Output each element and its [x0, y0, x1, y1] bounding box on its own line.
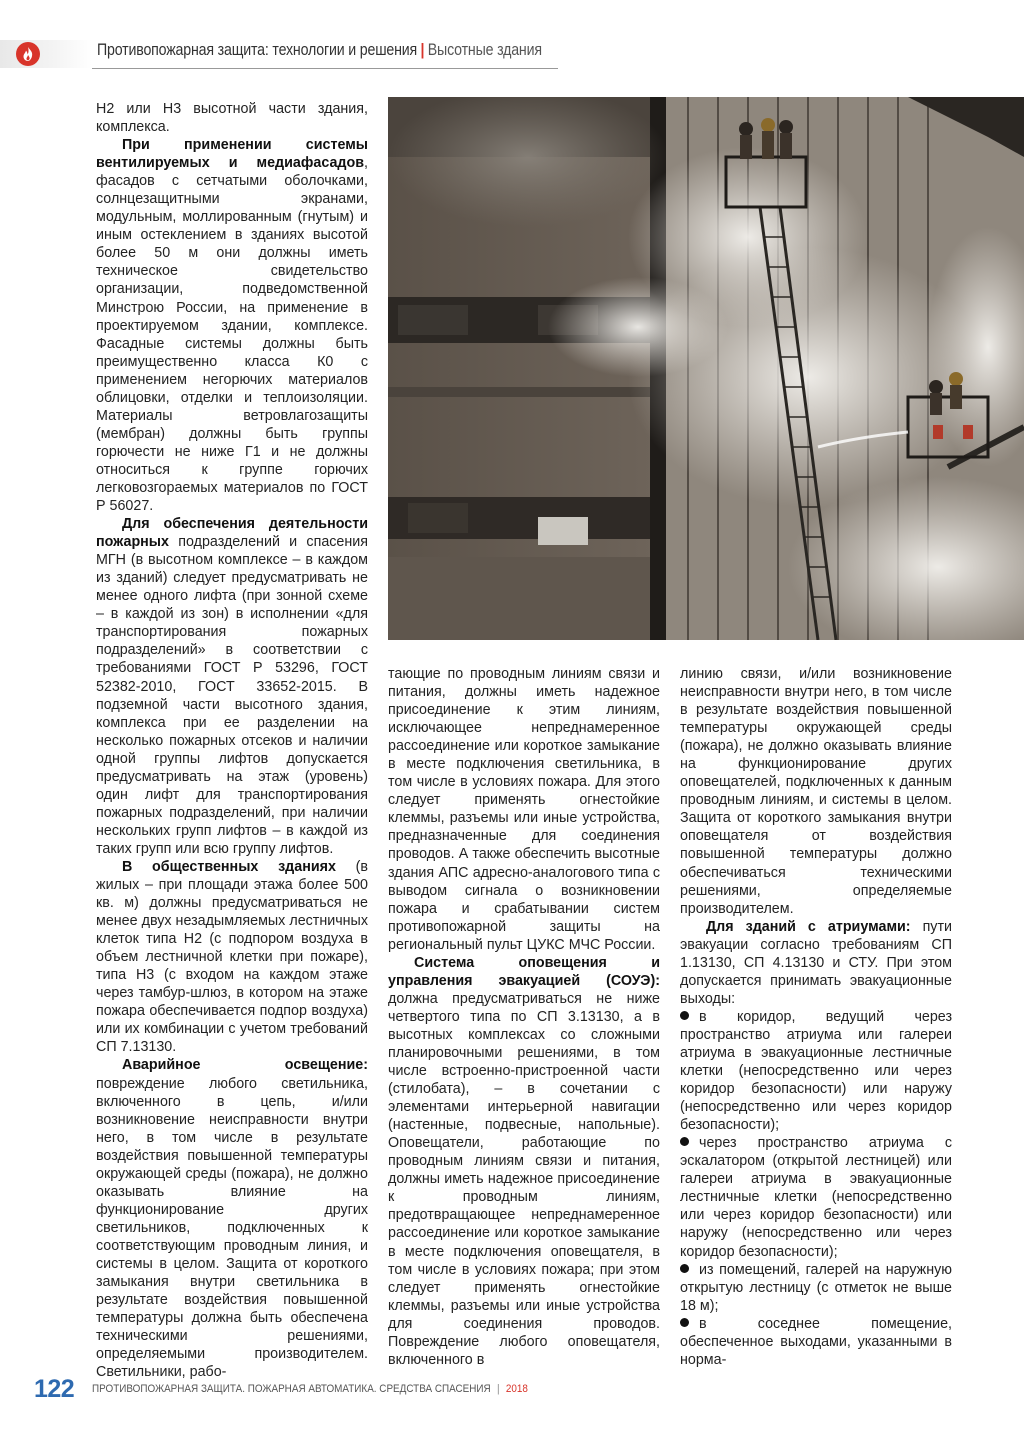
header-rule	[92, 68, 558, 69]
paragraph	[388, 954, 660, 1369]
paragraph-text: должна предусматриваться не ниже четвертого типа по СП 3.13130, а в высотных комплексах со сложными планировочными решениями, в том числе встроенно-пристроенной части (стилобата), – в сочетании с элементами интерьерной навигации (настенные, подвесные, напольные). Оповещатели, работающие по проводным линиям связи и питания, должны иметь надежное присоединение к проводным линиям, предотвращающее непреднамеренное рассоединение или короткое замыкание в месте подключения оповещателя, в том числе в условиях пожара; при этом следует применять огнестойкие клеммы, разъемы или иные устройства для соединения проводов. Повреждение любого оповещателя, включенного в	[388, 990, 660, 1368]
text-column-2	[388, 665, 660, 1369]
list-item-text: в соседнее помещение, обеспеченное выходами, указанными в норма-	[680, 1315, 952, 1368]
header-accent-strip	[0, 40, 92, 68]
paragraph-lead: В общественных зданиях	[122, 858, 336, 875]
paragraph: тающие по проводным линиям связи и питания, должны иметь надежное присоединение к этим линиям, исключающее непреднамеренное рассоединение или короткое замыкание в месте подключения светильника, в том числе в условиях пожара. Для этого следует применять огнестойкие клеммы, разъемы или иные устройства, предназначенные для соединения проводов. А также обеспечить высотные здания АПС адресно-аналогового типа с выводом сигнала о возникновении пожара и срабатывании систем противопожарной защиты на региональный пульт ЦУКС МЧС России.	[388, 666, 660, 953]
paragraph-lead: Система оповещения и управления эвакуацией (СОУЭ):	[388, 954, 660, 989]
paragraph	[680, 918, 952, 1008]
paragraph	[96, 136, 368, 515]
paragraph: линию связи, и/или возникновение неисправности внутри него, в том числе в результате воздействия повышенной температуры окружающей среды (пожара), не должно оказывать влияние на функционирование других оповещателей, подключенных к данным проводным линиям, и системы в целом. Защита от короткого замыкания внутри оповещателя от воздействия повышенной температуры должно обеспечиваться техническими решениями, определяемые производителем.	[680, 666, 952, 917]
list-item	[680, 1134, 952, 1260]
paragraph	[96, 1056, 368, 1381]
paragraph-text: , фасадов с сетчатыми оболочками, солнцезащитными экранами, модульным, моллированным (гнутым) и иным остеклением в зданиях высотой более 50 м они должны иметь техническое свидетельство организации, подведомственной Минстрою России, на применение в проектируемом здании, комплексе. Фасадные системы должны быть преимущественно класса К0 с применением негорючих материалов облицовки, отделки и теплоизоляции. Материалы ветровлагозащиты (мембран) должны быть группы горючести не ниже Г1 и не должны относиться к группе горючих легковозгораемых материалов по ГОСТ Р 56027.	[96, 155, 368, 515]
flame-icon	[16, 42, 40, 66]
bullet-icon	[680, 1318, 689, 1327]
list-item-text: в коридор, ведущий через пространство атриума или галереи атриума в эвакуационные лестничные клетки (непосредственно или через коридор безопасности) или наружу (непосредственно или через коридор безопасности);	[680, 1008, 952, 1134]
photo-firefighters-icon	[388, 97, 1024, 640]
bullet-icon	[680, 1011, 689, 1020]
header-separator: |	[420, 41, 425, 59]
paragraph-lead: При применении системы вентилируемых и медиафасадов	[96, 137, 368, 172]
running-footer	[92, 1383, 528, 1395]
list-item	[680, 1261, 952, 1315]
paragraph-text: подразделений и спасения МГН (в высотном комплексе – в каждом из зданий) следует предусматривать не менее одного лифта (при зонной схеме – в каждой из зон) в исполнении «для транспортирования пожарных подразделений» в соответствии с требованиями ГОСТ Р 53296, ГОСТ 52382-2010, ГОСТ 33652-2015. В подземной части высотного здания, комплекса при ее разделении на несколько пожарных отсеков и наличии одной группы лифтов допускается предусматривать на этаж (уровень) один лифт для транспортирования пожарных подразделений, при наличии нескольких групп лифтов – в каждой из таких групп или всю группу лифтов.	[96, 534, 368, 857]
text-column-3	[680, 665, 952, 1369]
paragraph	[96, 515, 368, 858]
paragraph-text: (в жилых – при площади этажа более 500 кв. м) должны предусматриваться не менее двух незадымляемых лестничных клеток типа Н2 (с подпором воздуха в объем лестничной клетки при пожаре), типа Н3 (с входом на каждом этаже через тамбур-шлюз, в котором на этаже пожара обеспечивается подпор воздуха) или их комбинации с учетом требований СП 7.13130.	[96, 858, 368, 1056]
footer-separator: |	[496, 1383, 500, 1395]
issue-year: 2018	[505, 1383, 528, 1395]
list-item	[680, 1315, 952, 1369]
header-section: Высотные здания	[427, 41, 542, 59]
paragraph-lead: Для зданий с атриумами:	[706, 918, 911, 935]
text-column-1	[96, 100, 368, 1381]
paragraph-lead: Для обеспечения деятельности пожарных	[96, 516, 368, 551]
paragraph-lead: Аварийное освещение:	[122, 1057, 368, 1074]
paragraph	[96, 858, 368, 1057]
page-number: 122	[34, 1375, 75, 1403]
bullet-icon	[680, 1264, 689, 1273]
list-item-text: из помещений, галерей на наружную открытую лестницу (с отметок не выше 18 м);	[680, 1261, 952, 1314]
paragraph: Н2 или Н3 высотной части здания, комплекса.	[96, 101, 368, 136]
running-header	[97, 41, 542, 60]
header-title: Противопожарная защита: технологии и решения	[97, 41, 418, 59]
journal-name: ПРОТИВОПОЖАРНАЯ ЗАЩИТА. ПОЖАРНАЯ АВТОМАТИКА. СРЕДСТВА СПАСЕНИЯ	[92, 1383, 491, 1395]
list-item-text: через пространство атриума с эскалатором (открытой лестницей) или галереи атриума в эвакуационные лестничные клетки (непосредственно или через коридор безопасности) или наружу (непосредственно или через коридор безопасности);	[680, 1135, 952, 1260]
list-item	[680, 1008, 952, 1134]
bullet-icon	[680, 1137, 689, 1146]
paragraph-text: пути эвакуации согласно требованиям СП 1.13130, СП 4.13130 и СТУ. При этом допускается принимать эвакуационные выходы:	[680, 918, 952, 1007]
paragraph-text: повреждение любого светильника, включенного в цепь, и/или возникновение неисправности внутри него, в том числе в результате воздействия повышенной температуры окружающей среды (пожара), не должно оказывать влияние на функционирование других светильников, подключенных к соответствующим проводным линия, и системы в целом. Защита от короткого замыкания внутри светильника в результате воздействия повышенной температуры должна быть обеспечена техническими решениями, определяемыми производителем. Светильники, рабо-	[96, 1075, 368, 1381]
